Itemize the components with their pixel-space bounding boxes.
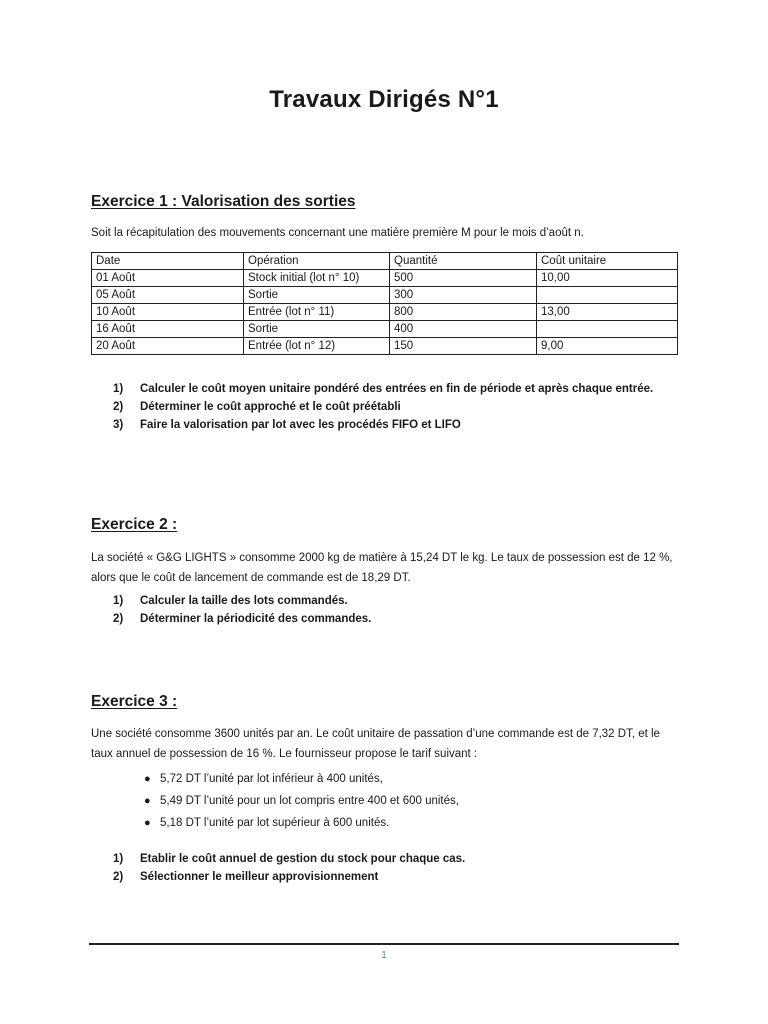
question-item [113,868,670,886]
cell-unit-cost [537,287,678,304]
question-number: 1) [113,595,124,607]
page-title: Travaux Dirigés N°1 [269,86,499,113]
question-text: Déterminer le coût approché et le coût préétabli [140,401,401,413]
cell-quantity: 150 [390,338,537,355]
bullet-icon: ● [144,795,151,807]
exercise-2-intro: La société « G&G LIGHTS » consomme 2000 kg de matière à 15,24 DT le kg. Le taux de possession est de 12 %, alors que le coût de lancement de commande est de 18,29 DT. [91,552,673,584]
exercise-1-questions [113,380,670,434]
question-text: Calculer la taille des lots commandés. [140,595,348,607]
cell-operation: Entrée (lot n° 11) [244,304,390,321]
cell-operation: Sortie [244,321,390,338]
column-header-unit-cost: Coût unitaire [537,253,678,270]
cell-operation: Sortie [244,287,390,304]
bullet-icon: ● [144,817,151,829]
table-row [92,270,678,287]
column-header-date: Date [92,253,244,270]
table-row [92,287,678,304]
exercise-3-questions [113,850,670,886]
question-number: 1) [113,383,124,395]
question-number: 2) [113,871,124,883]
cell-quantity: 300 [390,287,537,304]
exercise-1-intro: Soit la récapitulation des mouvements concernant une matière première M pour le mois d’août n. [91,227,584,239]
cell-unit-cost: 9,00 [537,338,678,355]
question-text: Etablir le coût annuel de gestion du stock pour chaque cas. [140,853,466,865]
question-number: 2) [113,613,124,625]
movements-table [91,252,678,355]
cell-quantity: 400 [390,321,537,338]
cell-quantity: 500 [390,270,537,287]
cell-operation: Entrée (lot n° 12) [244,338,390,355]
table-row [92,338,678,355]
question-text: Faire la valorisation par lot avec les procédés FIFO et LIFO [140,419,461,431]
cell-unit-cost [537,321,678,338]
tariff-text: 5,49 DT l’unité pour un lot compris entre 400 et 600 unités, [160,795,459,807]
question-text: Déterminer la périodicité des commandes. [140,613,372,625]
list-item [144,768,459,790]
cell-date: 20 Août [92,338,244,355]
question-number: 2) [113,401,124,413]
cell-unit-cost: 10,00 [537,270,678,287]
cell-date: 05 Août [92,287,244,304]
tariff-text: 5,18 DT l’unité par lot supérieur à 600 unités. [160,817,390,829]
question-number: 3) [113,419,124,431]
question-item [113,610,670,628]
cell-quantity: 800 [390,304,537,321]
cell-operation: Stock initial (lot n° 10) [244,270,390,287]
table-row [92,304,678,321]
cell-date: 01 Août [92,270,244,287]
exercise-1-heading: Exercice 1 : Valorisation des sorties [91,193,356,210]
cell-unit-cost: 13,00 [537,304,678,321]
question-item [113,416,670,434]
list-item [144,790,459,812]
question-text: Sélectionner le meilleur approvisionnement [140,871,379,883]
bullet-icon: ● [144,773,151,785]
question-number: 1) [113,853,124,865]
exercise-2-heading: Exercice 2 : [91,516,178,533]
cell-date: 16 Août [92,321,244,338]
cell-date: 10 Août [92,304,244,321]
question-item [113,592,670,610]
question-item [113,398,670,416]
tariff-list [144,768,459,834]
question-item [113,380,670,398]
table-header-row [92,253,678,270]
exercise-2-questions [113,592,670,628]
column-header-quantity: Quantité [390,253,537,270]
tariff-text: 5,72 DT l’unité par lot inférieur à 400 unités, [160,773,383,785]
column-header-operation: Opération [244,253,390,270]
list-item [144,812,459,834]
exercise-3-intro: Une société consomme 3600 unités par an. Le coût unitaire de passation d’une commande est de 7,32 DT, et le taux annuel de possession de 16 %. Le fournisseur propose le tarif suivant : [91,728,660,760]
question-item [113,850,670,868]
table-row [92,321,678,338]
page-number: 1 [381,950,387,961]
question-text: Calculer le coût moyen unitaire pondéré des entrées en fin de période et après chaque entrée. [140,383,654,395]
exercise-3-heading: Exercice 3 : [91,693,178,710]
footer-divider [89,943,679,945]
